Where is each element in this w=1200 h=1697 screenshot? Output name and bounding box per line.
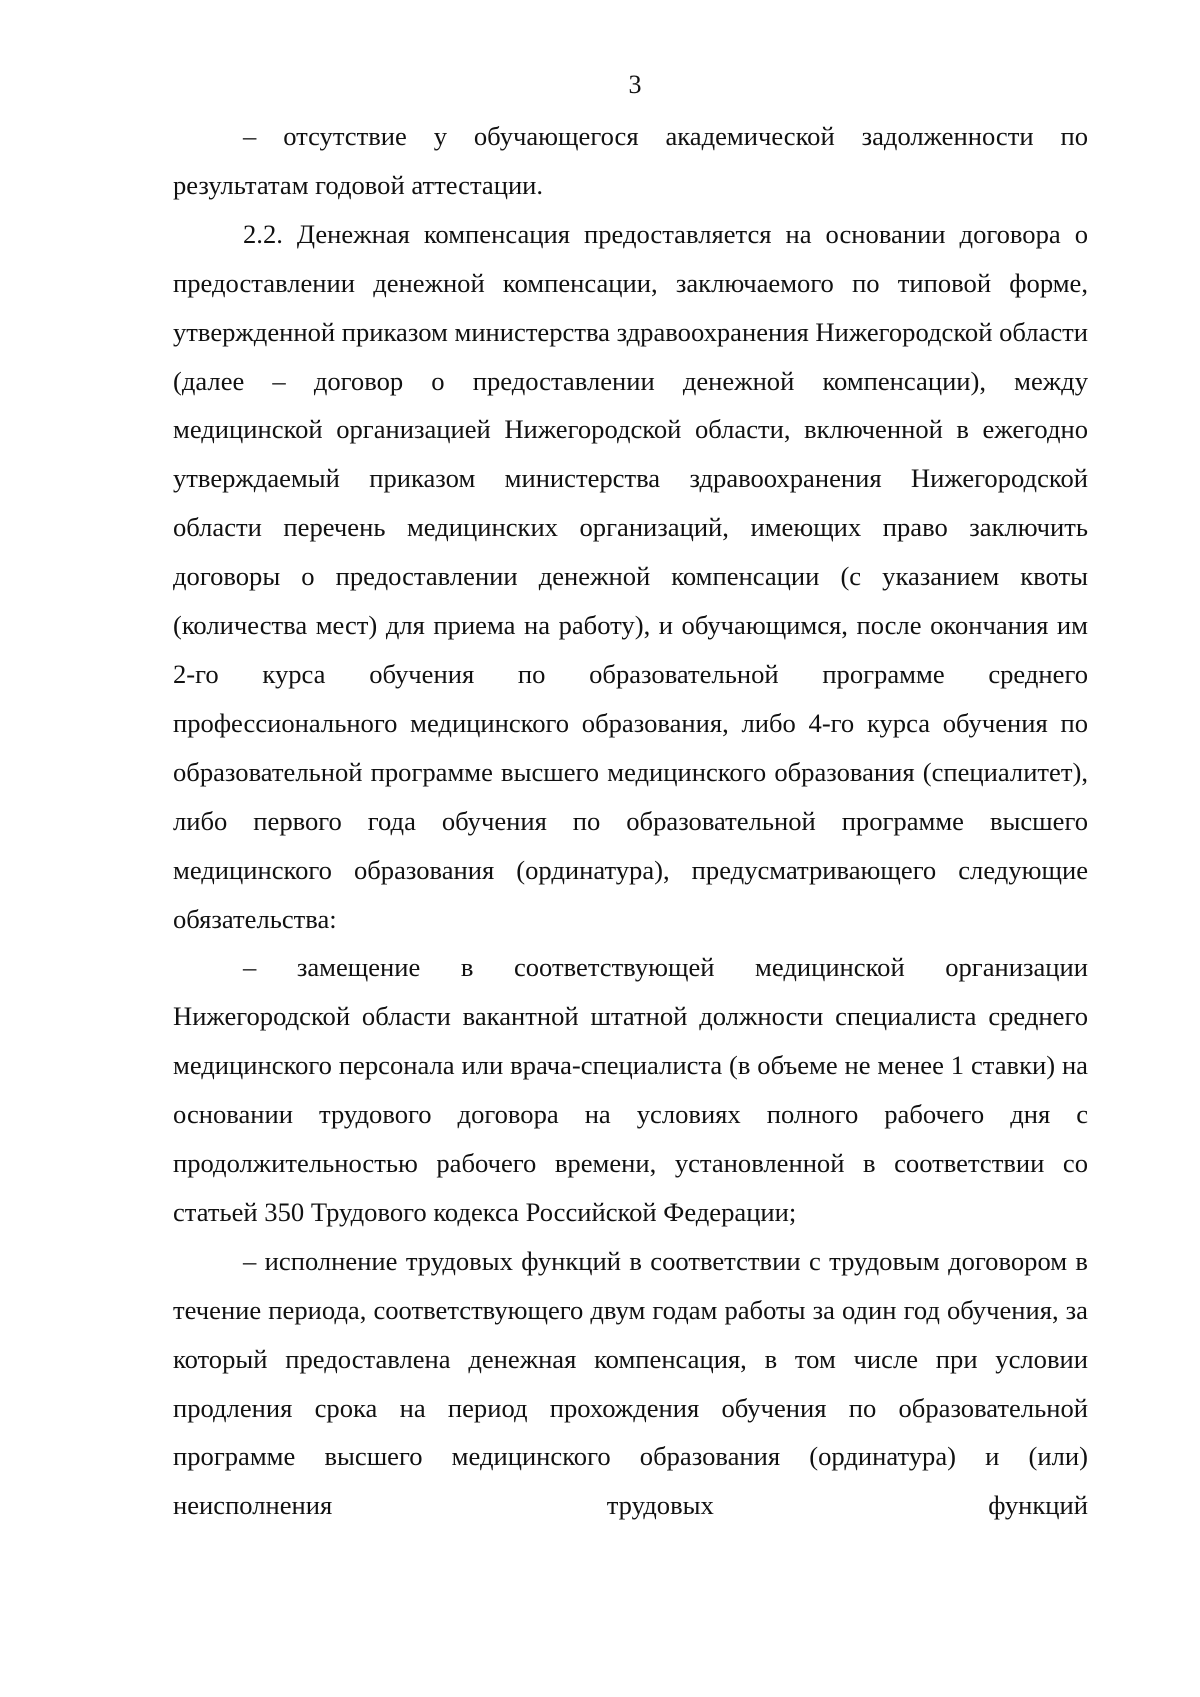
page-number: 3 bbox=[628, 70, 642, 99]
paragraph-labor-functions: – исполнение трудовых функций в соответствии с трудовым договором в течение периода, соответствующего двум годам работы за один год обучения, за который предоставлена денежная компенсация, в том числе при условии продления срока на период прохождения обучения по образовательной программе высшего медицинского образования (ординатура) и (или) неисполнения трудовых функций bbox=[173, 1245, 1088, 1521]
document-body bbox=[173, 112, 1088, 1530]
paragraph-academic-debt: – отсутствие у обучающегося академической задолженности по результатам годовой аттестации. bbox=[173, 121, 1088, 200]
paragraph-position-replacement: – замещение в соответствующей медицинской организации Нижегородской области вакантной штатной должности специалиста среднего медицинского персонала или врача-специалиста (в объеме не менее 1 ставки) на основании трудового договора на условиях полного рабочего дня с продолжительностью рабочего времени, установленной в соответствии со статьей 350 Трудового кодекса Российской Федерации; bbox=[173, 952, 1088, 1227]
paragraph-compensation-contract: 2.2. Денежная компенсация предоставляется на основании договора о предоставлении денежной компенсации, заключаемого по типовой форме, утвержденной приказом министерства здравоохранения Нижегородской области (далее – договор о предоставлении денежной компенсации), между медицинской организацией Нижегородской области, включенной в ежегодно утверждаемый приказом министерства здравоохранения Нижегородской области перечень медицинских организаций, имеющих право заключить договоры о предоставлении денежной компенсации (с указанием квоты (количества мест) для приема на работу), и обучающимся, после окончания им 2-го курса обучения по образовательной программе среднего профессионального медицинского образования, либо 4-го курса обучения по образовательной программе высшего медицинского образования (специалитет), либо первого года обучения по образовательной программе высшего медицинского образования (ординатура), предусматривающего следующие обязательства: bbox=[173, 218, 1088, 934]
